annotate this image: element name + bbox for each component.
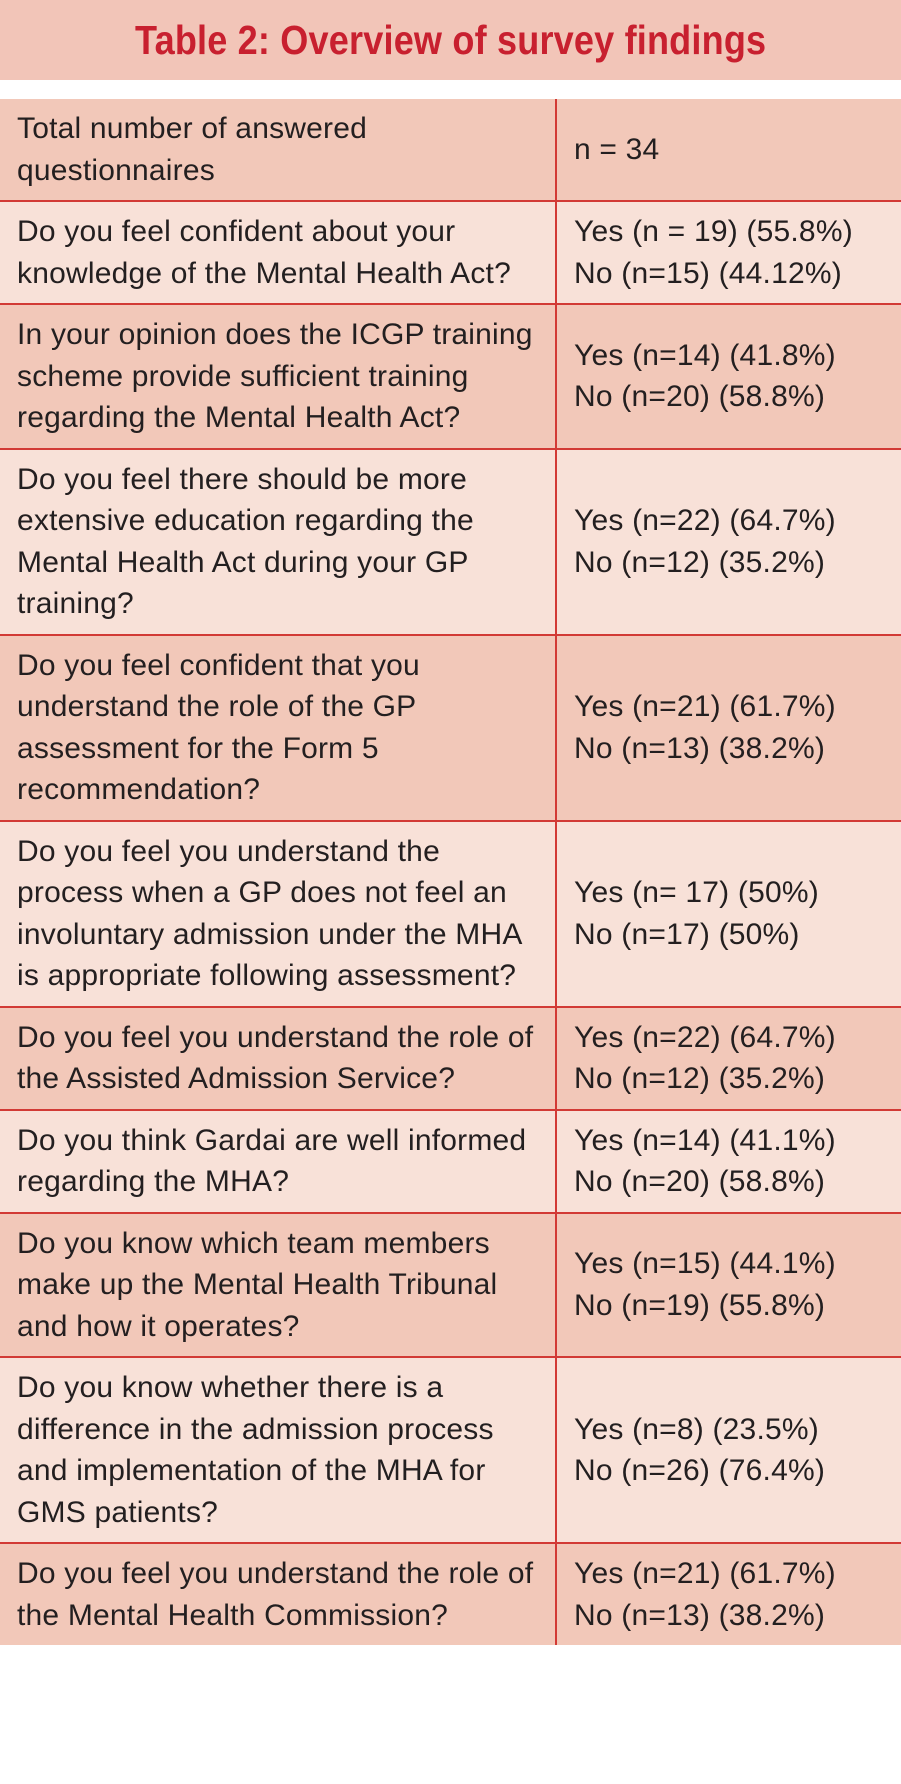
answer-yes: Yes (n=22) (64.7%) — [574, 1020, 836, 1054]
question-cell: Total number of answered questionnaires — [0, 99, 556, 201]
answer-cell — [556, 1357, 901, 1543]
spacer — [0, 80, 901, 99]
question-cell: Do you know whether there is a difference in the admission process and implementation of the MHA for GMS patients? — [0, 1357, 556, 1543]
table-row — [0, 201, 901, 304]
table-row — [0, 1007, 901, 1110]
question-cell: In your opinion does the ICGP training scheme provide sufficient training regarding the Mental Health Act? — [0, 304, 556, 449]
table-row — [0, 635, 901, 821]
table-row — [0, 304, 901, 449]
question-cell: Do you feel there should be more extensive education regarding the Mental Health Act during your GP training? — [0, 449, 556, 635]
answer-no: No (n=15) (44.12%) — [574, 256, 842, 290]
question-cell: Do you feel you understand the process when a GP does not feel an involuntary admission under the MHA is appropriate following assessment? — [0, 821, 556, 1007]
answer-no: No (n=13) (38.2%) — [574, 731, 826, 765]
answer-no: No (n=20) (58.8%) — [574, 1165, 826, 1198]
answer-cell — [556, 1110, 901, 1213]
answer-cell — [556, 1213, 901, 1358]
answer-no: No (n=12) (35.2%) — [574, 1062, 826, 1095]
answer-yes: Yes (n=22) (64.7%) — [574, 504, 836, 537]
answer-total: n = 34 — [574, 132, 660, 166]
answer-no: No (n=20) (58.8%) — [574, 380, 826, 414]
table-row — [0, 99, 901, 201]
answer-yes: Yes (n= 17) (50%) — [574, 876, 819, 909]
answer-yes: Yes (n = 19) (55.8%) — [574, 215, 853, 248]
table-title: Table 2: Overview of survey findings — [134, 16, 767, 63]
question-cell: Do you feel confident about your knowledge of the Mental Health Act? — [0, 201, 556, 304]
answer-cell — [556, 635, 901, 821]
answer-no: No (n=26) (76.4%) — [574, 1454, 826, 1487]
answer-yes: Yes (n=8) (23.5%) — [574, 1412, 819, 1446]
answer-cell — [556, 201, 901, 304]
question-cell: Do you feel you understand the role of the Mental Health Commission? — [0, 1543, 556, 1645]
question-cell: Do you think Gardai are well informed regarding the MHA? — [0, 1110, 556, 1213]
question-cell: Do you know which team members make up the Mental Health Tribunal and how it operates? — [0, 1213, 556, 1358]
answer-no: No (n=12) (35.2%) — [574, 545, 826, 579]
answer-no: No (n=17) (50%) — [574, 917, 800, 951]
table-row — [0, 821, 901, 1007]
table-title-bar — [0, 0, 901, 80]
answer-cell — [556, 99, 901, 201]
table-row — [0, 1213, 901, 1358]
answer-cell — [556, 821, 901, 1007]
question-cell: Do you feel confident that you understand the role of the GP assessment for the Form 5 recommendation? — [0, 635, 556, 821]
answer-cell — [556, 304, 901, 449]
table-row — [0, 1110, 901, 1213]
answer-yes: Yes (n=21) (61.7%) — [574, 1557, 836, 1590]
answer-yes: Yes (n=14) (41.1%) — [574, 1123, 836, 1157]
answer-yes: Yes (n=14) (41.8%) — [574, 338, 836, 372]
answer-cell — [556, 1007, 901, 1110]
answer-no: No (n=13) (38.2%) — [574, 1598, 826, 1632]
table-row — [0, 1543, 901, 1645]
answer-yes: Yes (n=21) (61.7%) — [574, 690, 836, 723]
table-row — [0, 1357, 901, 1543]
answer-yes: Yes (n=15) (44.1%) — [574, 1247, 836, 1281]
survey-findings-table — [0, 99, 901, 1645]
answer-cell — [556, 1543, 901, 1645]
table-row — [0, 449, 901, 635]
answer-no: No (n=19) (55.8%) — [574, 1288, 826, 1322]
answer-cell — [556, 449, 901, 635]
question-cell: Do you feel you understand the role of the Assisted Admission Service? — [0, 1007, 556, 1110]
